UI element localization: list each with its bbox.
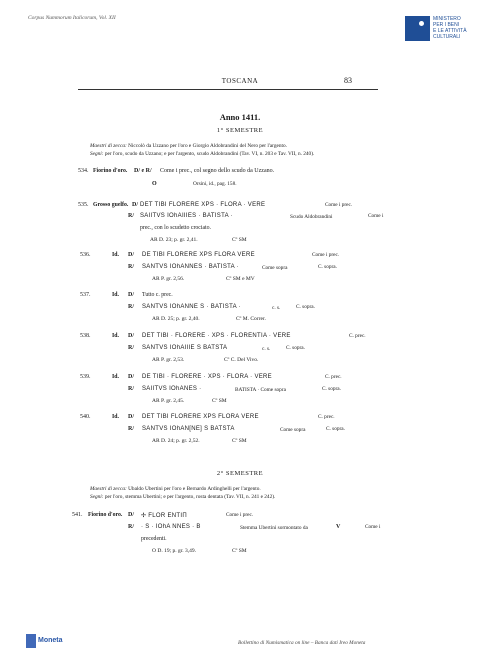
entry-537: 537. Id. D/ Tutto c. prec. R/ SANTVS IOhANNE S · BATISTA · c. s. C. sopra. AR D. 25; p. gr. 2,40. Cº M. Correr.: [80, 292, 315, 322]
page-number: 83: [344, 76, 352, 85]
entry-534: 534. Fiorino d'oro. D/ e R/ Come i prec., col segno dello scudo da Uzzano. O Orsini, id., pag. 158.: [78, 168, 275, 187]
series-title: Corpus Nummorum Italicorum, Vol. XII: [28, 15, 116, 21]
header-rule: [78, 89, 378, 90]
entry-535: 535. Grosso guelfo. D/ DET TIBI FLORERE XPS · FLORA · VERE Come i prec. R/ SAIITVS IOhAIIIES · BATISTA · Scudo Aldobrandini Come i prec., con lo scudetto crociato. AR D. 23; p. gr. 2,41. Cº SM: [78, 202, 384, 243]
semester-1-intro: Maestri di zecca: Niccolò da Uzzano per l'oro e Giorgio Aldobrandini del Nero per l'argento. Segni: per l'oro, scudo da Uzzano; e per l'argento, scudo Aldobrandini (Tav. VI, n. 203 e Tav. VII, n. 240).: [90, 143, 315, 157]
entry-541: 541. Fiorino d'oro. D/ ✢ FLOR ENTIΠ Come i prec. R/ · S · IOhA NNES · B Stemma Ubertini sormontato da V Come i precedenti. O D. 19; p. gr. 3,49. Cº SM: [72, 512, 381, 554]
semester-1-title: 1° SEMESTRE: [216, 127, 264, 134]
entry-536: 536. Id. D/ DE TIBI FLORERE XPS FLORA VERE Come i prec. R/ SANTVS IOhANNES · BATISTA · Come sopra C. sopra. AR P. gr. 2,56. Cº SM e MV: [80, 252, 340, 282]
entry-539: 539. Id. D/ DE TIBI · FLORERE · XPS · FLORA · VERE C. prec. R/ SAIITVS IOhANES · BATISTA · Come sopra C. sopra. AR P. gr. 2,45. Cº SM: [80, 374, 342, 404]
footer-credit: Bollettino di Numismatica on line – Banca dati Ireo Moneta: [238, 640, 366, 646]
running-title: TOSCANA: [221, 77, 259, 85]
ministry-logo: MINISTERO PER I BENI E LE ATTIVITÀ CULTURALI: [405, 16, 475, 52]
year-title: Anno 1411.: [219, 112, 261, 122]
entry-538: 538. Id. D/ DET TIBI · FLORERE · XPS · FLORENTIA · VERE C. prec. R/ SANTVS IOhAIIIE S BATSTA c. s. C. sopra. AR P. gr. 2,53. Cº C. Del Vivo.: [80, 333, 366, 363]
moneta-logo: Moneta: [26, 634, 66, 650]
semester-2-title: 2° SEMESTRE: [216, 470, 264, 477]
entry-540: 540. Id. D/ DET TIBI FLORERE XPS FLORA VERE C. prec. R/ SANTVS IOhAN[NE] S BATSTA Come sopra C. sopra. AR D. 24; p. gr. 2,52. Cº SM: [80, 414, 345, 444]
semester-2-intro: Maestri di zecca: Ubaldo Ubertini per l'oro e Bernardo Ardinghelli per l'argento. Segni: per l'oro, stemma Ubertini; e per l'argento, rosta dentata (Tav. VII, n. 241 e 242).: [90, 486, 276, 500]
